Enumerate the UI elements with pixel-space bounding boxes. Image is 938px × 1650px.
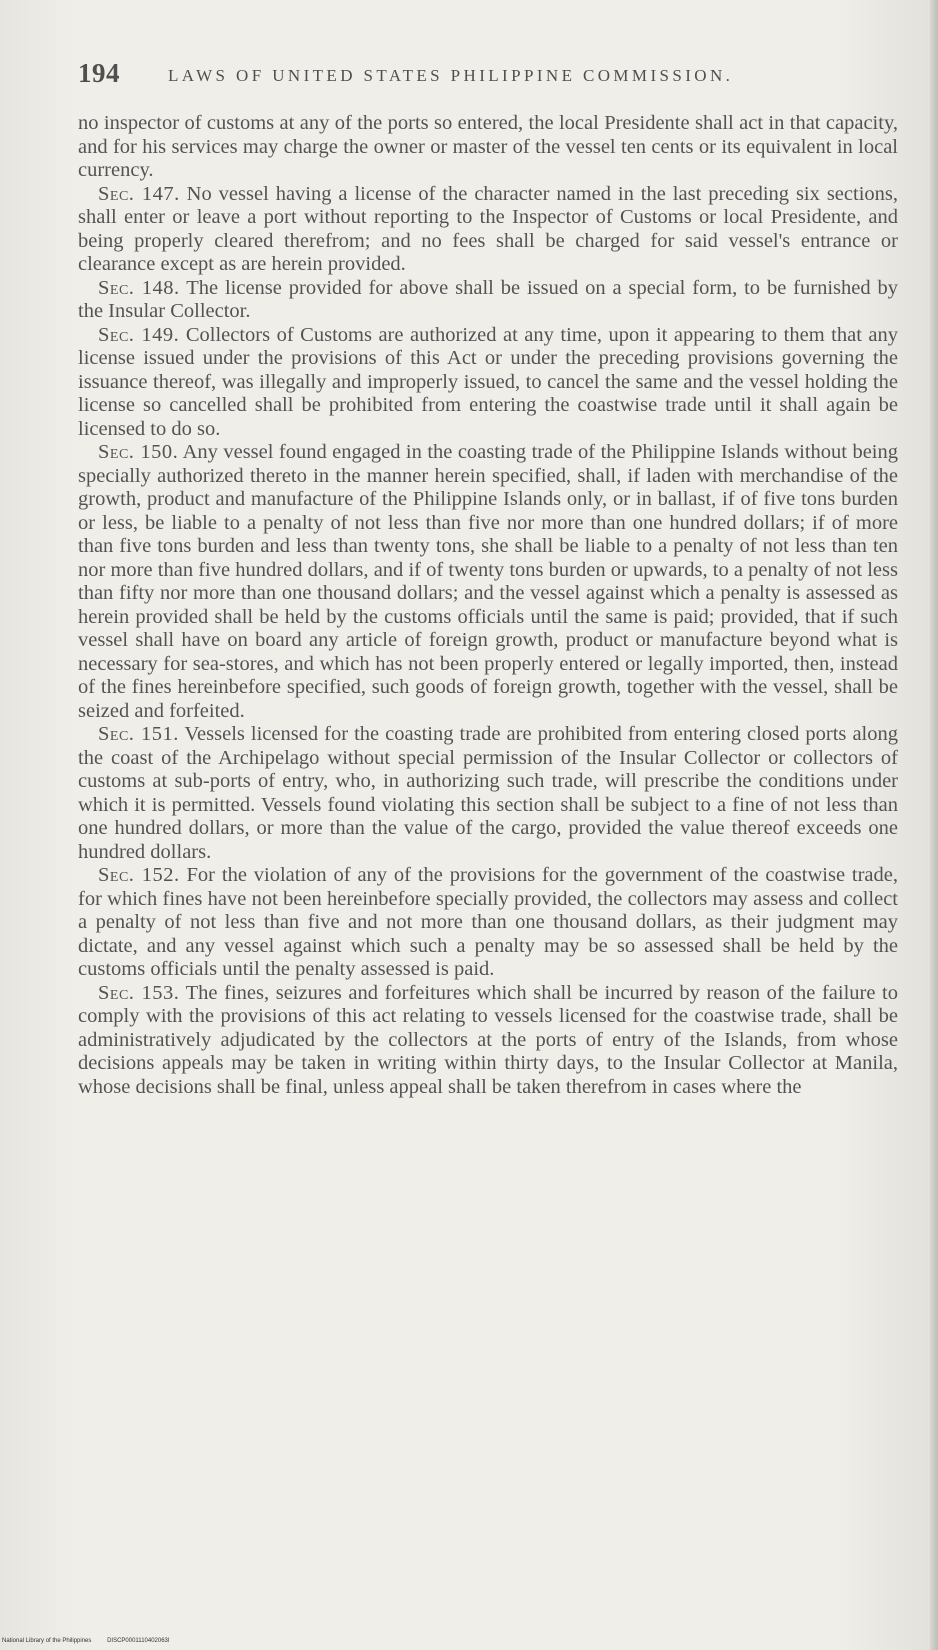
section-label: Sec. 153.	[98, 981, 180, 1004]
page-number: 194	[78, 58, 120, 88]
section-label: Sec. 150.	[98, 441, 179, 463]
page-header	[78, 56, 848, 96]
body-text	[78, 112, 898, 1099]
paragraph-text: The license provided for above shall be issued on a special form, to be furnished by the Insular Collector.	[78, 276, 898, 322]
section-148	[78, 277, 898, 324]
paragraph-text: Vessels licensed for the coasting trade are prohibited from entering closed ports along the coast of the Archipelago without special permission of the Insular Collector or collectors of customs at sub-ports of entry, who, in authorizing such trade, will prescribe the conditions under which it is permitted. Vessels found violating this section shall be subject to a fine of not less than one hundred dollars, or more than the value of the cargo, provided the value thereof exceeds one hundred dollars.	[78, 723, 898, 863]
section-153	[78, 982, 898, 1100]
paragraph-text: no inspector of customs at any of the ports so entered, the local Presidente shall act in that capacity, and for his services may charge the owner or master of the vessel ten cents or its equivalent in local currency.	[78, 112, 898, 181]
running-head: LAWS OF UNITED STATES PHILIPPINE COMMISSION.	[168, 66, 734, 85]
section-152	[78, 864, 898, 982]
paragraph-text: No vessel having a license of the character named in the last preceding six sections, shall enter or leave a port without reporting to the Inspector of Customs or local Presidente, and being properly cleared therefrom; and no fees shall be charged for said vessel's entrance or clearance except as are herein provided.	[78, 182, 898, 275]
section-label: Sec. 148.	[98, 276, 180, 299]
paragraph-text: The fines, seizures and forfeitures which shall be incurred by reason of the failure to comply with the provisions of this act relating to vessels licensed for the coastwise trade, shall be administratively adjudicated by the collectors at the ports of entry of the Islands, from whose decisions appeals may be taken in writing within thirty days, to the Insular Collector at Manila, whose decisions shall be final, unless appeal shall be taken therefrom in cases where the	[78, 981, 898, 1098]
paragraph-text: Collectors of Customs are authorized at any time, upon it appearing to them that any license issued under the provisions of this Act or under the preceding provisions governing the issuance thereof, was illegally and improperly issued, to cancel the same and the vessel holding the license so cancelled shall be prohibited from entering the coastwise trade until it shall again be licensed to do so.	[78, 323, 899, 440]
footer-library: National Library of the Philippines	[2, 1638, 92, 1644]
footer-identifier: DISCP0001110402063l	[107, 1638, 170, 1644]
page-edge-shadow	[930, 0, 938, 1650]
paragraph-text: Any vessel found engaged in the coasting trade of the Philippine Islands without being specially authorized thereto in the manner herein specified, shall, if laden with merchandise of the growth, product and manufacture of the Philippine Islands only, or in ballast, if of five tons burden or less, be liable to a penalty of not less than five nor more than one hundred dollars; if of more than five tons burden and less than twenty tons, she shall be liable to a penalty of not less than ten nor more than five hundred dollars, and if of twenty tons burden or upwards, to a penalty of not less than fifty nor more than one thousand dollars; and the vessel against which a penalty is assessed as herein provided shall be held by the customs officials until the same is paid; provided, that if such vessel shall have on board any article of foreign growth, product or manufacture beyond what is necessary for sea-stores, and which has not been properly entered or legally imported, then, instead of the fines hereinbefore specified, such goods of foreign growth, together with the vessel, shall be seized and forfeited.	[78, 441, 898, 722]
section-149	[78, 324, 898, 442]
section-label: Sec. 147.	[98, 182, 180, 205]
section-147	[78, 183, 898, 277]
section-label: Sec. 151.	[98, 723, 179, 745]
section-label: Sec. 152.	[98, 864, 180, 886]
paragraph-continuation	[78, 112, 898, 183]
section-label: Sec. 149.	[98, 323, 180, 346]
paragraph-text: For the violation of any of the provisions for the government of the coastwise trade, for which fines have not been hereinbefore specially provided, the collectors may assess and collect a penalty of not less than five and not more than one thousand dollars, as their judgment may dictate, and any vessel against which such a penalty may be so assessed shall be held by the customs officials until the penalty assessed is paid.	[78, 864, 899, 980]
scan-footer	[2, 1638, 169, 1644]
section-150	[78, 441, 898, 723]
section-151	[78, 723, 898, 864]
